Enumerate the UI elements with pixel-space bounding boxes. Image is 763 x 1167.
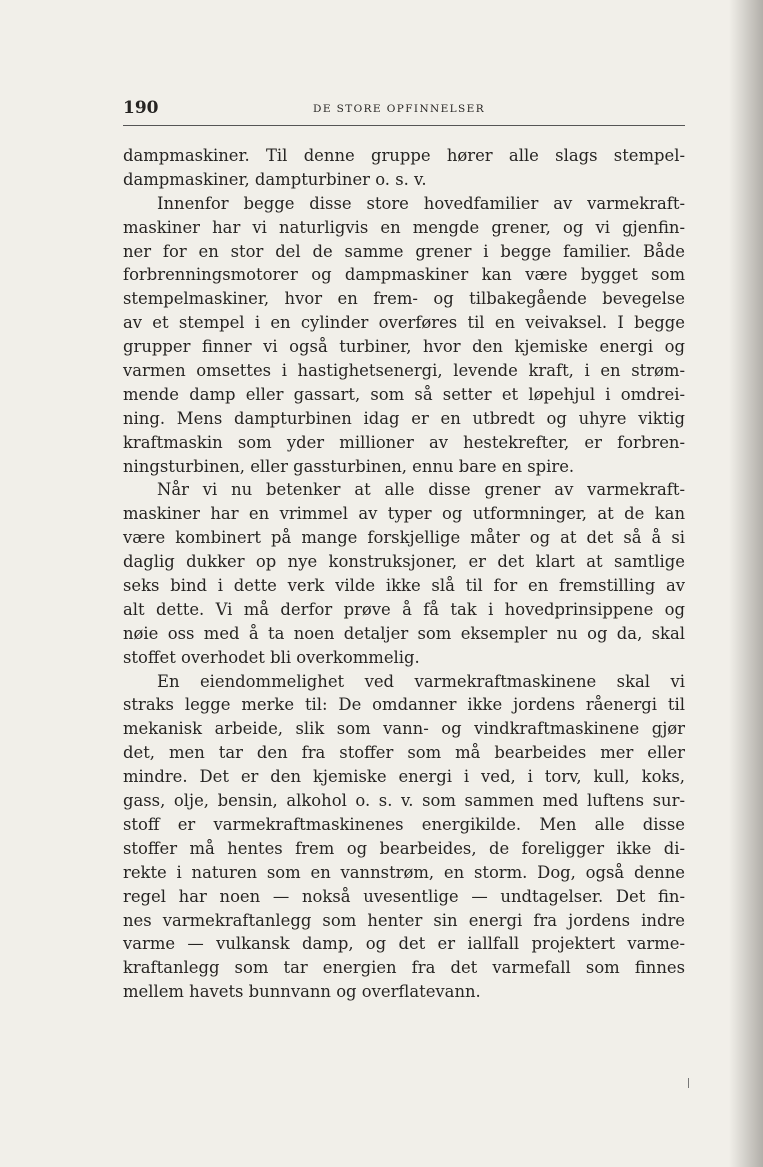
- text-line: stoffer må hentes frem og bearbeides, de foreligger ikke di-: [123, 838, 685, 858]
- header-rule: [123, 125, 685, 126]
- text-line: mellem havets bunnvann og overflatevann.: [123, 982, 481, 1002]
- text-line: kraftmaskin som yder millioner av hestekrefter, er forbren-: [123, 432, 685, 452]
- text-line: alt dette. Vi må derfor prøve å få tak i hovedprinsippene og: [123, 599, 685, 619]
- text-line: nøie oss med å ta noen detaljer som eksempler nu og da, skal: [123, 623, 685, 643]
- text-line: regel har noen — nokså uvesentlige — undtagelser. Det fin-: [123, 886, 685, 906]
- page-edge-shadow: [729, 0, 763, 1167]
- text-line: mekanisk arbeide, slik som vann- og vindkraftmaskinene gjør: [123, 719, 685, 739]
- text-line: nes varmekraftanlegg som henter sin energi fra jordens indre: [123, 910, 685, 930]
- page-number: 190: [123, 98, 159, 118]
- text-line: daglig dukker op nye konstruksjoner, er det klart at samtlige: [123, 552, 685, 572]
- text-line: stoffet overhodet bli overkommelig.: [123, 647, 420, 667]
- text-line: Når vi nu betenker at alle disse grener av varmekraft-: [157, 480, 685, 500]
- margin-mark: [688, 1078, 689, 1088]
- text-line: En eiendommelighet ved varmekraftmaskinene skal vi: [157, 671, 685, 691]
- running-title: DE STORE OPFINNELSER: [313, 103, 486, 115]
- text-line: av et stempel i en cylinder overføres til en veivaksel. I begge: [123, 313, 685, 333]
- text-line: varmen omsettes i hastighetsenergi, levende kraft, i en strøm-: [123, 361, 685, 381]
- text-line: maskiner har en vrimmel av typer og utformninger, at de kan: [123, 504, 685, 524]
- text-line: mende damp eller gassart, som så setter et løpehjul i omdrei-: [123, 384, 685, 404]
- text-line: rekte i naturen som en vannstrøm, en storm. Dog, også denne: [123, 862, 685, 882]
- text-line: forbrenningsmotorer og dampmaskiner kan være bygget som: [123, 265, 685, 285]
- text-line: seks bind i dette verk vilde ikke slå til for en fremstilling av: [123, 576, 685, 596]
- text-line: ningsturbinen, eller gassturbinen, ennu bare en spire.: [123, 456, 575, 476]
- text-line: kraftanlegg som tar energien fra det varmefall som finnes: [123, 958, 685, 978]
- text-line: dampmaskiner, dampturbiner o. s. v.: [123, 169, 427, 189]
- text-line: maskiner har vi naturligvis en mengde grener, og vi gjenfin-: [123, 217, 685, 237]
- text-line: varme — vulkansk damp, og det er iallfall projektert varme-: [123, 934, 685, 954]
- text-line: grupper finner vi også turbiner, hvor den kjemiske energi og: [123, 337, 685, 357]
- text-line: straks legge merke til: De omdanner ikke jordens råenergi til: [123, 695, 685, 715]
- text-line: mindre. Det er den kjemiske energi i ved, i torv, kull, koks,: [123, 767, 685, 787]
- body-text: [123, 144, 685, 1004]
- text-line: ning. Mens dampturbinen idag er en utbredt og uhyre viktig: [123, 408, 685, 428]
- text-line: ner for en stor del de samme grener i begge familier. Både: [123, 241, 685, 261]
- text-line: Innenfor begge disse store hovedfamilier av varmekraft-: [157, 193, 685, 213]
- text-line: dampmaskiner. Til denne gruppe hører alle slags stempel-: [123, 146, 685, 165]
- text-line: være kombinert på mange forskjellige måter og at det så å si: [123, 528, 685, 548]
- text-line: stoff er varmekraftmaskinenes energikilde. Men alle disse: [123, 814, 685, 834]
- text-line: stempelmaskiner, hvor en frem- og tilbakegående bevegelse: [123, 289, 685, 309]
- text-line: det, men tar den fra stoffer som må bearbeides mer eller: [123, 743, 685, 763]
- text-line: gass, olje, bensin, alkohol o. s. v. som sammen med luftens sur-: [123, 791, 685, 811]
